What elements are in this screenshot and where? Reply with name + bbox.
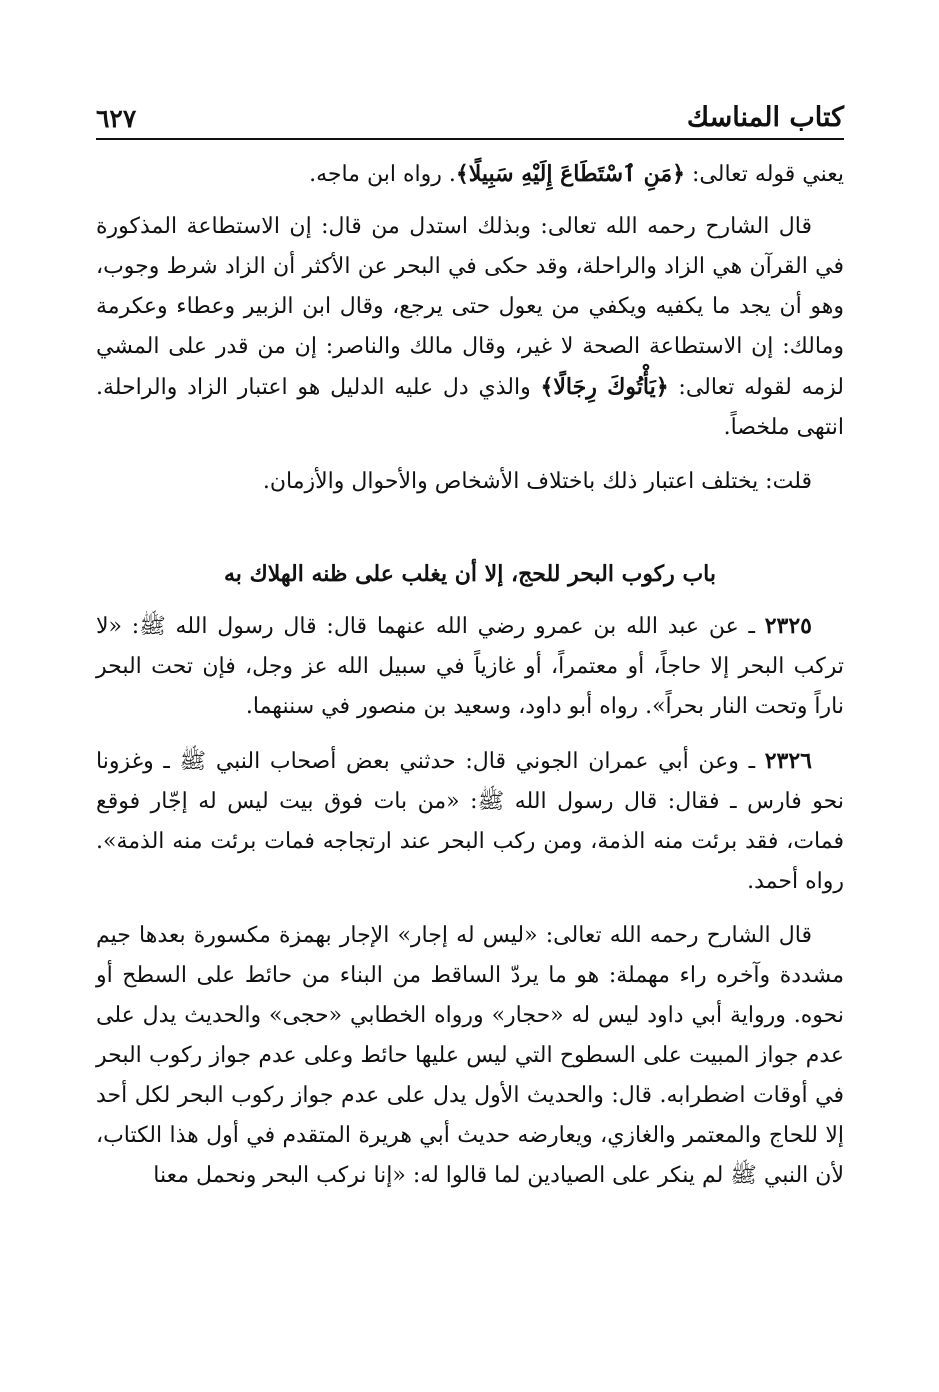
commentary-paragraph: قال الشارح رحمه الله تعالى: «ليس له إجار» الإجار بهمزة مكسورة بعدها جيم مشددة وآخره راء مهملة: هو ما يردّ الساقط من البناء من حائط على السطح أو نحوه. ورواية أبي داود ليس له «حجار» ورواه الخطابي «حجى» والحديث يدل على عدم جواز المبيت على السطوح التي ليس عليها حائط وعلى عدم جواز ركوب البحر في أوقات اضطرابه. قال: والحديث الأول يدل على عدم جواز ركوب البحر لكل أحد إلا للحاج والمعتمر والغازي، ويعارضه حديث أبي هريرة المتقدم في أول هذا الكتاب، لأن النبي ﷺ لم ينكر على الصيادين لما قالوا له: «إنا نركب البحر ونحمل معنا: [96, 923, 844, 1188]
paragraph-verse-reference: [96, 154, 844, 195]
book-page: [96, 86, 844, 1196]
paragraph-text: . رواه ابن ماجه.: [309, 162, 456, 187]
hadith-number: ٢٣٢٦: [764, 748, 812, 774]
commentary-paragraph: [96, 207, 844, 448]
hadith-text: ـ عن عبد الله بن عمرو رضي الله عنهما قال: قال رسول الله ﷺ: «لا تركب البحر إلا حاجاً، أو معتمراً، أو غازياً في سبيل الله عز وجل، فإن تحت البحر ناراً وتحت النار بحراً». رواه أبو داود، وسعيد بن منصور في سننهما.: [96, 614, 844, 719]
running-head: [96, 86, 844, 134]
paragraph-text: والذي دل عليه الدليل هو اعتبار الزاد والراحلة. انتهى ملخصاً.: [96, 375, 844, 440]
paragraph-text: يعني قوله تعالى:: [685, 162, 844, 187]
page-number: ٦٢٧: [96, 104, 137, 133]
book-title: كتاب المناسك: [686, 101, 844, 133]
hadith-number: ٢٣٢٥: [764, 613, 812, 639]
hadith-2326: [96, 741, 844, 902]
header-rule: [96, 138, 844, 140]
quran-verse: ﴿مَنِ ٱسْتَطَاعَ إِلَيْهِ سَبِيلًا﴾: [455, 161, 686, 187]
chapter-heading: باب ركوب البحر للحج، إلا أن يغلب على ظنه الهلاك به: [224, 561, 716, 587]
author-note-paragraph: قلت: يختلف اعتبار ذلك باختلاف الأشخاص والأحوال والأزمان.: [262, 469, 812, 494]
hadith-2325: [96, 606, 844, 727]
quran-verse: ﴿يَأْتُوكَ رِجَالًا﴾: [540, 374, 669, 400]
hadith-text: ـ وعن أبي عمران الجوني قال: حدثني بعض أصحاب النبي ﷺ ـ وغزونا نحو فارس ـ فقال: قال رسول الله ﷺ: «من بات فوق بيت ليس له إجّار فوقع فمات، فقد برئت منه الذمة، ومن ركب البحر عند ارتجاجه فمات برئت منه الذمة». رواه أحمد.: [96, 749, 844, 894]
paragraph-text: قال الشارح رحمه الله تعالى: وبذلك استدل من قال: إن الاستطاعة المذكورة في القرآن هي الزاد والراحلة، وقد حكى في البحر عن الأكثر أن الزاد شرط وجوب، وهو أن يجد ما يكفيه ويكفي من يعول حتى يرجع، وقال ابن الزبير وعطاء وعكرمة ومالك: إن الاستطاعة الصحة لا غير، وقال مالك والناصر: إن من قدر على المشي لزمه لقوله تعالى:: [96, 214, 845, 400]
